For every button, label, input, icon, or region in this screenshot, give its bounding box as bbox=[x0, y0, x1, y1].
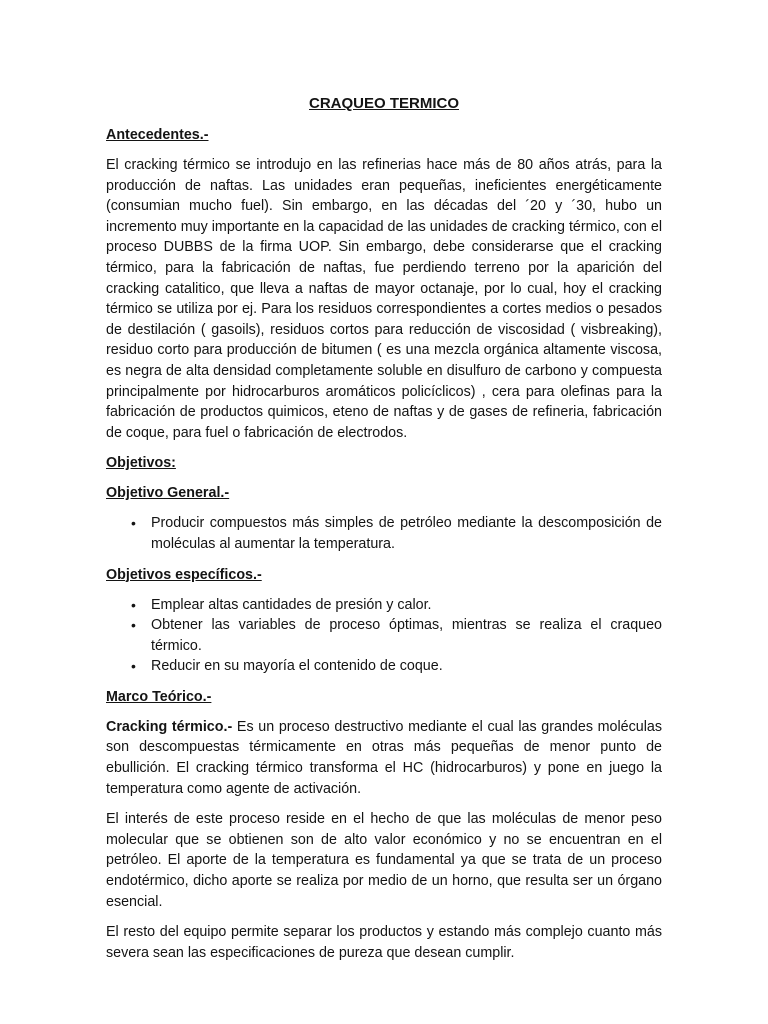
list-item bbox=[106, 656, 662, 677]
bullet-icon: • bbox=[131, 658, 136, 675]
document-title: CRAQUEO TERMICO bbox=[309, 95, 459, 112]
cracking-termico-lead: Cracking térmico.- bbox=[106, 718, 233, 735]
marco-paragraph-2: El interés de este proceso reside en el hecho de que las moléculas de menor peso molecular que se obtienen son de alto valor económico y no se encuentran en el petróleo. El aporte de la temperatura es fundamental ya que se trata de un proceso endotérmico, dicho aporte se realiza por medio de un horno, que resulta ser un órgano esencial. bbox=[106, 811, 662, 910]
bullet-icon: • bbox=[131, 596, 136, 613]
list-item bbox=[106, 513, 662, 554]
marco-paragraph-1-text: Es un proceso destructivo mediante el cual las grandes moléculas son descompuestas térmicamente en otras más pequeñas de menor punto de ebullición. El cracking térmico transforma el HC (hidrocarburos) y pone en juego la temperatura como agente de activación. bbox=[106, 718, 663, 797]
antecedentes-heading: Antecedentes.- bbox=[106, 127, 209, 143]
bullet-icon: • bbox=[131, 617, 136, 634]
bullet-icon: • bbox=[131, 515, 136, 532]
objetivo-general-list bbox=[106, 513, 662, 554]
list-item-text: Reducir en su mayoría el contenido de coque. bbox=[151, 658, 443, 675]
objetivos-heading: Objetivos: bbox=[106, 455, 176, 472]
objetivos-especificos-heading: Objetivos específicos.- bbox=[106, 566, 262, 583]
list-item-text: Producir compuestos más simples de petróleo mediante la descomposición de moléculas al aumentar la temperatura. bbox=[151, 515, 662, 552]
marco-paragraph-3: El resto del equipo permite separar los productos y estando más complejo cuanto más severa sean las especificaciones de pureza que desean cumplir. bbox=[106, 924, 662, 961]
list-item bbox=[106, 615, 662, 656]
objetivos-especificos-list bbox=[106, 595, 662, 677]
antecedentes-paragraph: El cracking térmico se introdujo en las refinerias hace más de 80 años atrás, para la producción de naftas. Las unidades eran pequeñas, ineficientes energéticamente (consumian mucho fuel). Sin embargo, en las décadas del ´20 y ´30, hubo un incremento muy importante en la capacidad de las unidades de cracking térmico, con el proceso DUBBS de la firma UOP. Sin embargo, debe considerarse que el cracking térmico, para la fabricación de naftas, fue perdiendo terreno por la aparición del cracking catalitico, que lleva a naftas de mayor octanaje, por lo cual, hoy el cracking térmico se utiliza por ej. Para los residuos correspondientes a cortes medios o pesados de destilación ( gasoils), residuos cortos para reducción de viscosidad ( visbreaking), residuo corto para producción de bitumen ( es una mezcla orgánica altamente viscosa, es negra de alta densidad completamente soluble en disulfuro de carbono y compuesta principalmente por hidrocarburos aromáticos policíclicos) , cera para olefinas para la fabricación de productos quimicos, eteno de naftas y de gases de refineria, fabricación de coque, para fuel o fabricación de electrodos. bbox=[106, 157, 662, 441]
list-item-text: Emplear altas cantidades de presión y calor. bbox=[151, 596, 432, 613]
document-page bbox=[106, 94, 662, 973]
marco-paragraph-1 bbox=[106, 717, 662, 799]
list-item-text: Obtener las variables de proceso óptimas, mientras se realiza el craqueo térmico. bbox=[151, 617, 662, 654]
objetivo-general-heading: Objetivo General.- bbox=[106, 485, 230, 502]
marco-teorico-heading: Marco Teórico.- bbox=[106, 688, 212, 705]
list-item bbox=[106, 595, 662, 616]
